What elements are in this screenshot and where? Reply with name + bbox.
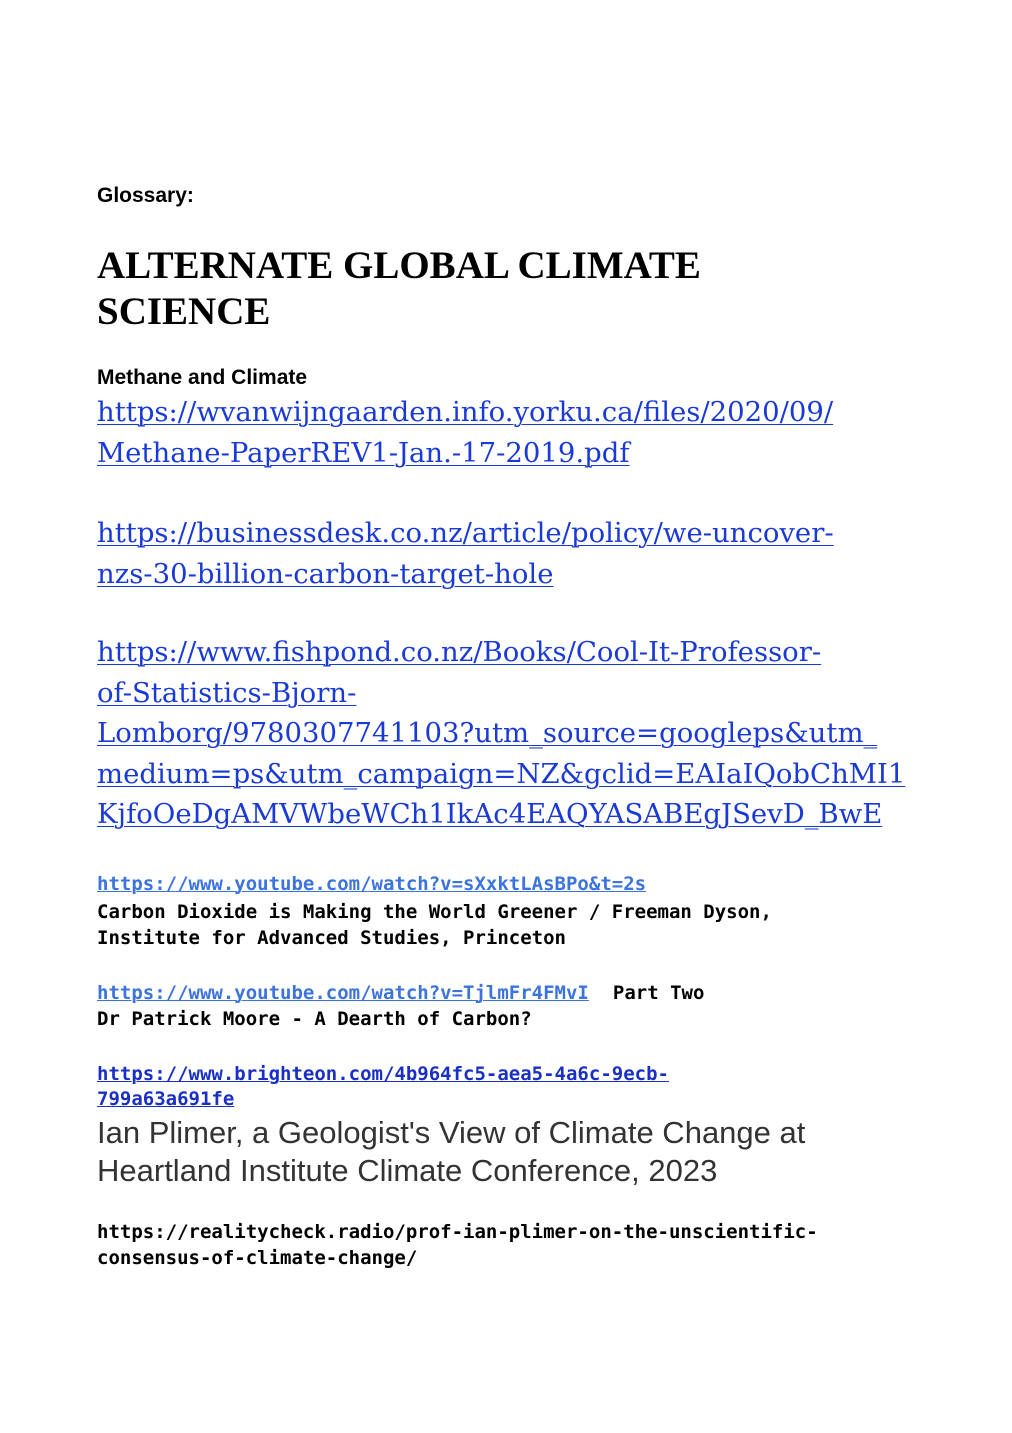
caption-moore-part: Part Two — [612, 982, 705, 1004]
section-heading-methane: Methane and Climate — [97, 366, 308, 389]
moore-link-row — [97, 980, 704, 1006]
text-realitycheck-url: https://realitycheck.radio/prof-ian-plimer-on-the-unscientific- consensus-of-climate-change/ — [97, 1221, 818, 1269]
glossary-label: Glossary: — [97, 184, 194, 207]
link-youtube-dyson[interactable]: https://www.youtube.com/watch?v=sXxktLAsBPo&t=2s — [97, 873, 647, 895]
link-businessdesk[interactable]: https://businessdesk.co.nz/article/policy/we-uncover- nzs-30-billion-carbon-target-hole — [97, 517, 834, 590]
link-brighteon[interactable]: https://www.brighteon.com/4b964fc5-aea5-4a6c-9ecb- 799a63a691fe — [97, 1063, 669, 1110]
link-methane-paper[interactable]: https://wvanwijngaarden.info.yorku.ca/files/2020/09/ Methane-PaperREV1-Jan.-17-2019.pdf — [97, 396, 834, 469]
caption-plimer: Ian Plimer, a Geologist's View of Climate Change at Heartland Institute Climate Conference, 2023 — [97, 1115, 806, 1188]
caption-moore: Dr Patrick Moore - A Dearth of Carbon? — [97, 1008, 532, 1030]
link-youtube-moore[interactable]: https://www.youtube.com/watch?v=TjlmFr4FMvI — [97, 982, 589, 1004]
link-fishpond[interactable]: https://www.fishpond.co.nz/Books/Cool-It-Professor- of-Statistics-Bjorn- Lomborg/9780307741103?utm_source=googleps&utm_ medium=ps&utm_campaign=NZ&gclid=EAIaIQobChMI1 KjfoOeDgAMVWbeWCh1IkAc4EAQYASABEgJSevD_BwE — [97, 636, 906, 830]
page-title: ALTERNATE GLOBAL CLIMATE SCIENCE — [97, 244, 701, 333]
caption-dyson: Carbon Dioxide is Making the World Greener / Freeman Dyson, Institute for Advanced Studies, Princeton — [97, 901, 772, 949]
